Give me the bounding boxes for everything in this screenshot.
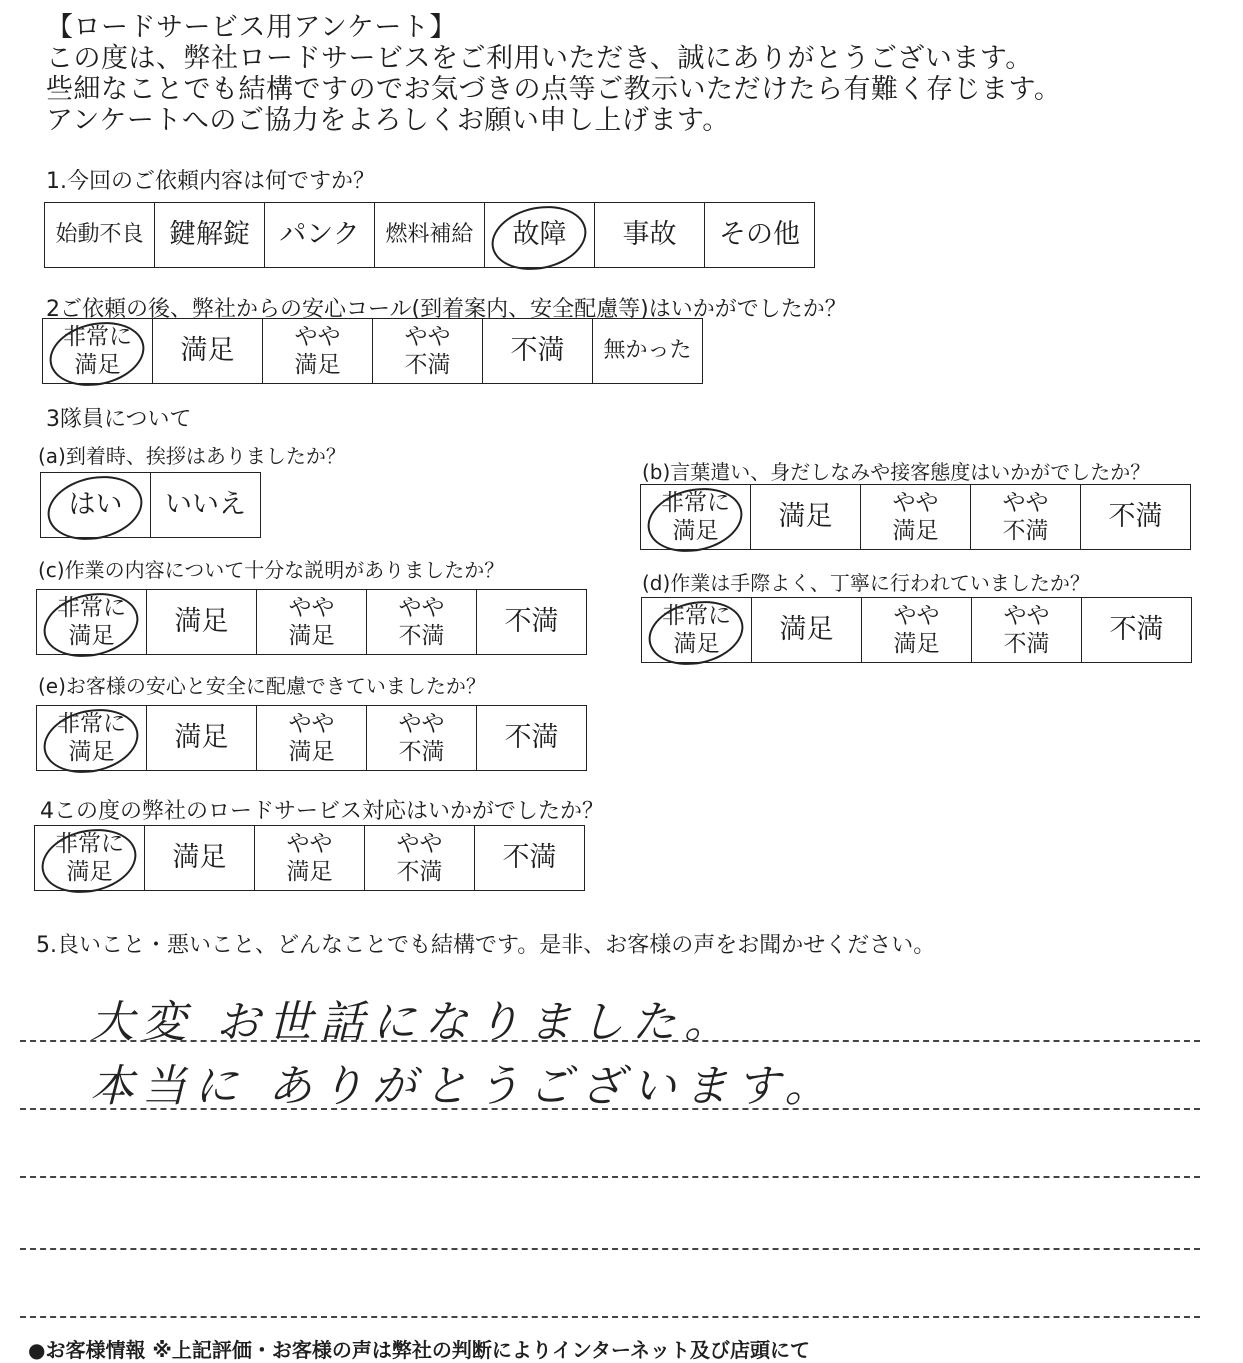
comment-rule-line <box>20 1248 1200 1250</box>
q4-option[interactable] <box>475 826 584 890</box>
comment-rule-line <box>20 1176 1200 1178</box>
q4-option[interactable] <box>255 826 365 890</box>
comment-rule-line <box>20 1108 1200 1110</box>
q1-option[interactable] <box>45 203 155 267</box>
q1-option[interactable] <box>705 203 814 267</box>
q1-option[interactable] <box>375 203 485 267</box>
q2-option-label: 非常に 満足 <box>63 324 132 378</box>
q2-options <box>42 318 703 384</box>
q1-option-label: 事故 <box>622 219 677 250</box>
survey-intro <box>46 12 1061 136</box>
q4-option-label: 不満 <box>502 842 557 873</box>
q3b-label: (b)言葉遣い、身だしなみや接客態度はいかがでしたか？ <box>642 460 1151 484</box>
q2-option[interactable] <box>593 319 702 383</box>
q1-option[interactable] <box>155 203 265 267</box>
q3e-option-label: 不満 <box>504 722 559 753</box>
q4-option-label: やや 不満 <box>396 831 443 885</box>
q3b-option[interactable] <box>751 485 861 549</box>
q3-label: 3隊員について <box>46 407 192 432</box>
q3d-option-label: やや 不満 <box>1003 603 1050 657</box>
q3e-option[interactable] <box>37 706 147 770</box>
q1-option-label: 始動不良 <box>55 222 144 247</box>
q3d-option-label: 満足 <box>779 614 834 645</box>
q2-option-label: 無かった <box>603 338 692 363</box>
q2-option[interactable] <box>43 319 153 383</box>
q1-option[interactable] <box>595 203 705 267</box>
q3a-option[interactable] <box>41 473 151 537</box>
q5-label: 5.良いこと・悪いこと、どんなことでも結構です。是非、お客様の声をお聞かせください。 <box>36 933 936 958</box>
q3e-option[interactable] <box>257 706 367 770</box>
q3b-option[interactable] <box>641 485 751 549</box>
q3d-option-label: 不満 <box>1109 614 1164 645</box>
customer-info-footer: ●お客様情報 ※上記評価・お客様の声は弊社の判断によりインターネット及び店頭にて <box>28 1338 811 1362</box>
q3c-option[interactable] <box>257 590 367 654</box>
q2-option-label: やや 不満 <box>404 324 451 378</box>
q3e-option-label: 非常に 満足 <box>57 711 126 765</box>
q2-option[interactable] <box>373 319 483 383</box>
q3d-option[interactable] <box>752 598 862 662</box>
q4-option[interactable] <box>35 826 145 890</box>
q3c-option-label: 満足 <box>174 606 229 637</box>
q3c-option-label: 不満 <box>504 606 559 637</box>
comment-rule-line <box>20 1040 1200 1042</box>
q2-option-label: やや 満足 <box>294 324 341 378</box>
q3e-option-label: 満足 <box>174 722 229 753</box>
q3d-option-label: 非常に 満足 <box>662 603 731 657</box>
q3e-options <box>36 705 587 771</box>
q4-label: 4この度の弊社のロードサービス対応はいかがでしたか？ <box>40 799 604 824</box>
q3e-option[interactable] <box>147 706 257 770</box>
q2-option[interactable] <box>483 319 593 383</box>
q3d-option[interactable] <box>642 598 752 662</box>
q3c-label: (c)作業の内容について十分な説明がありましたか？ <box>38 558 505 582</box>
q1-option-label: その他 <box>719 219 800 250</box>
q4-option-label: やや 満足 <box>286 831 333 885</box>
intro-line-1: この度は、弊社ロードサービスをご利用いただき、誠にありがとうございます。 <box>46 43 1033 74</box>
q3b-option-label: 非常に 満足 <box>661 490 730 544</box>
q3a-option[interactable] <box>151 473 260 537</box>
q3a-label: (a)到着時、挨拶はありましたか？ <box>38 444 346 468</box>
q3b-option[interactable] <box>1081 485 1190 549</box>
q2-option-label: 満足 <box>180 335 235 366</box>
q1-option[interactable] <box>485 203 595 267</box>
q1-label: 1.今回のご依頼内容は何ですか？ <box>46 169 375 194</box>
q4-option-label: 非常に 満足 <box>55 831 124 885</box>
survey-title: 【ロードサービス用アンケート】 <box>46 12 457 43</box>
q3d-label: (d)作業は手際よく、丁寧に行われていましたか？ <box>642 571 1090 595</box>
q2-option[interactable] <box>263 319 373 383</box>
q4-option-label: 満足 <box>172 842 227 873</box>
q3e-option[interactable] <box>367 706 477 770</box>
q3e-option-label: やや 不満 <box>398 711 445 765</box>
intro-line-3: アンケートへのご協力をよろしくお願い申し上げます。 <box>46 105 730 136</box>
q2-option[interactable] <box>153 319 263 383</box>
q1-option-label: 燃料補給 <box>385 222 474 247</box>
q3d-option[interactable] <box>1082 598 1191 662</box>
q3c-option[interactable] <box>147 590 257 654</box>
q3b-option[interactable] <box>861 485 971 549</box>
q3c-option[interactable] <box>477 590 586 654</box>
q3b-option[interactable] <box>971 485 1081 549</box>
intro-line-2: 些細なことでも結構ですのでお気づきの点等ご教示いただけたら有難く存じます。 <box>46 74 1062 105</box>
q4-option[interactable] <box>145 826 255 890</box>
q3a-option-label: いいえ <box>165 489 246 520</box>
q3e-option[interactable] <box>477 706 586 770</box>
q1-options <box>44 202 815 268</box>
q3e-label: (e)お客様の安心と安全に配慮できていましたか？ <box>38 674 486 698</box>
q3e-option-label: やや 満足 <box>288 711 335 765</box>
q3d-option-label: やや 満足 <box>893 603 940 657</box>
q1-option-label: 鍵解錠 <box>169 219 250 250</box>
handwritten-comment-line-1: 大変 お世話になりました。 <box>90 997 736 1048</box>
handwritten-comment-line-2: 本当に ありがとうございます。 <box>90 1061 837 1112</box>
q3d-options <box>641 597 1192 663</box>
q3c-option-label: やや 満足 <box>288 595 335 649</box>
q3b-option-label: やや 不満 <box>1002 490 1049 544</box>
q1-option-label: 故障 <box>512 219 567 250</box>
q3b-options <box>640 484 1191 550</box>
q2-label: 2ご依頼の後、弊社からの安心コール(到着案内、安全配慮等)はいかがでしたか？ <box>46 297 847 322</box>
q3c-option[interactable] <box>367 590 477 654</box>
q1-option-label: パンク <box>279 219 360 250</box>
q3b-option-label: 不満 <box>1108 501 1163 532</box>
q3c-options <box>36 589 587 655</box>
q1-option[interactable] <box>265 203 375 267</box>
q3a-option-label: はい <box>68 489 123 520</box>
q2-option-label: 不満 <box>510 335 565 366</box>
q4-option[interactable] <box>365 826 475 890</box>
q3a-options <box>40 472 261 538</box>
q3d-option[interactable] <box>862 598 972 662</box>
q3d-option[interactable] <box>972 598 1082 662</box>
q3c-option[interactable] <box>37 590 147 654</box>
q3b-option-label: やや 満足 <box>892 490 939 544</box>
q3c-option-label: やや 不満 <box>398 595 445 649</box>
comment-rule-line <box>20 1316 1200 1318</box>
q4-options <box>34 825 585 891</box>
q3c-option-label: 非常に 満足 <box>57 595 126 649</box>
q3b-option-label: 満足 <box>778 501 833 532</box>
